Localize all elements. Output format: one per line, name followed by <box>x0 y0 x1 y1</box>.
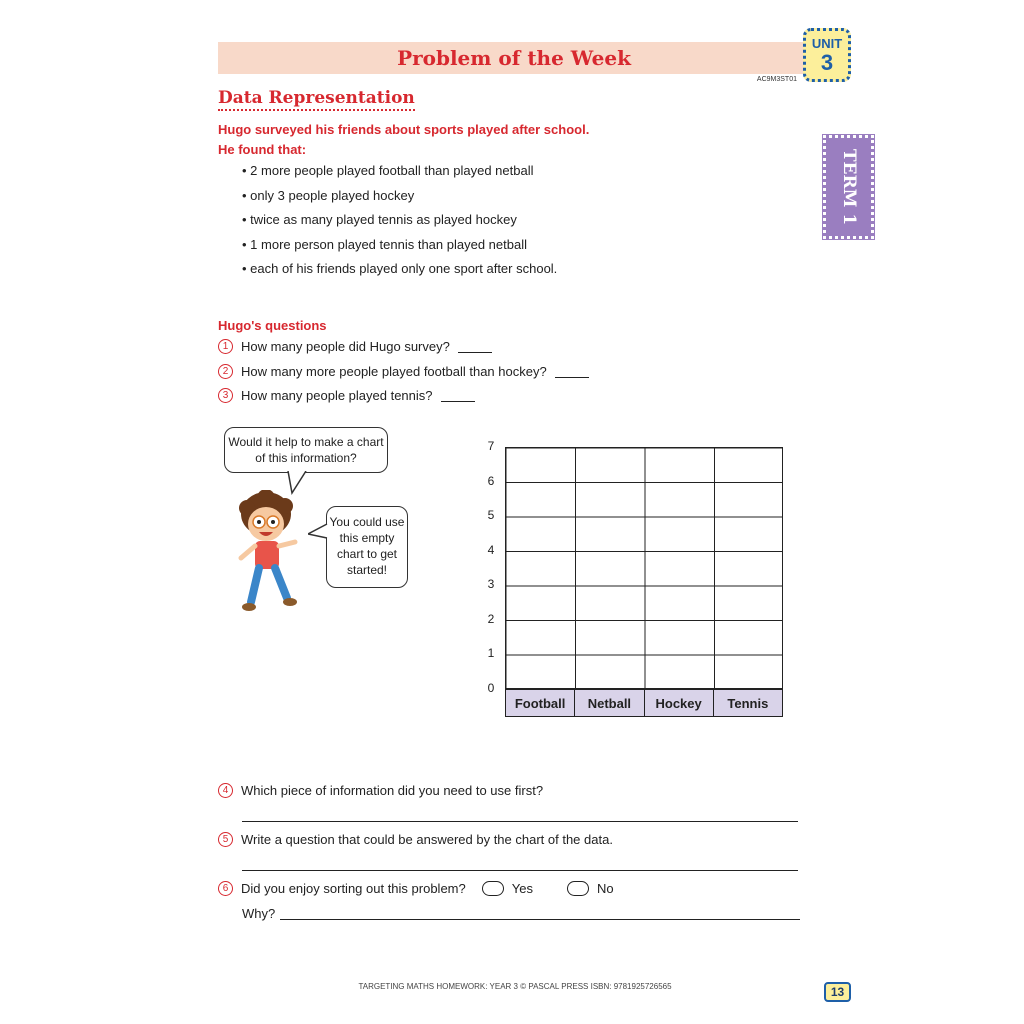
question-text: How many more people played football than hockey? <box>241 364 547 379</box>
question-3 <box>218 388 475 403</box>
question-number: 1 <box>218 339 233 354</box>
empty-chart-grid[interactable] <box>505 447 783 689</box>
questions-heading: Hugo's questions <box>218 318 327 333</box>
question-text: How many people played tennis? <box>241 388 433 403</box>
no-label: No <box>596 881 614 896</box>
list-item: • twice as many played tennis as played hockey <box>242 212 517 227</box>
speech-bubble-side: You could use this empty chart to get started! <box>326 506 408 588</box>
list-item: • only 3 people played hockey <box>242 188 414 203</box>
chart-category-row <box>505 689 783 717</box>
question-5 <box>218 832 613 847</box>
yes-checkbox[interactable] <box>482 881 504 896</box>
speech-tail-icon <box>308 522 328 542</box>
term-label: TERM 1 <box>838 148 859 226</box>
list-item: • 2 more people played football than played netball <box>242 163 534 178</box>
intro-line: Hugo surveyed his friends about sports played after school. <box>218 122 590 137</box>
answer-blank[interactable] <box>458 340 492 353</box>
unit-badge <box>803 28 851 82</box>
chart-y-tick-label: 3 <box>487 577 495 591</box>
question-number: 5 <box>218 832 233 847</box>
boy-character-icon <box>235 490 305 615</box>
question-number: 6 <box>218 881 233 896</box>
chart-category-label: Tennis <box>713 690 782 716</box>
question-number: 2 <box>218 364 233 379</box>
answer-line[interactable] <box>280 919 800 920</box>
chart-y-tick-label: 4 <box>487 542 495 557</box>
chart-y-tick-label: 6 <box>487 473 495 488</box>
unit-number: 3 <box>820 50 834 75</box>
page-title: Problem of the Week <box>397 46 631 70</box>
answer-line[interactable] <box>242 821 798 822</box>
chart-y-tick-label: 2 <box>487 611 495 626</box>
speech-bubble-top: Would it help to make a chart of this information? <box>224 427 388 473</box>
question-2 <box>218 364 589 379</box>
no-checkbox[interactable] <box>567 881 589 896</box>
question-number: 4 <box>218 783 233 798</box>
answer-blank[interactable] <box>441 389 475 402</box>
chart-category-label: Hockey <box>644 690 713 716</box>
question-text: How many people did Hugo survey? <box>241 339 450 354</box>
footer-text: TARGETING MATHS HOMEWORK: YEAR 3 © PASCAL PRESS ISBN: 9781925726565 <box>358 982 672 991</box>
question-text: Did you enjoy sorting out this problem? <box>241 881 466 896</box>
question-6 <box>218 881 614 896</box>
yes-label: Yes <box>511 881 533 896</box>
term-tab <box>823 135 874 239</box>
page-number: 13 <box>824 982 851 1002</box>
chart-category-label: Football <box>514 695 566 711</box>
section-title: Data Representation <box>218 88 415 111</box>
answer-blank[interactable] <box>555 365 589 378</box>
question-4 <box>218 783 543 798</box>
question-1 <box>218 339 492 354</box>
chart-y-tick-label: 0 <box>487 680 495 695</box>
why-label: Why? <box>242 906 276 921</box>
intro-line: He found that: <box>218 142 307 157</box>
chart-y-tick-label: 7 <box>487 439 495 453</box>
list-item: • each of his friends played only one sport after school. <box>242 261 557 276</box>
question-text: Write a question that could be answered by the chart of the data. <box>241 832 613 847</box>
chart-y-tick-label: 1 <box>487 646 495 660</box>
question-text: Which piece of information did you need to use first? <box>241 783 544 798</box>
chart-y-tick-label: 5 <box>487 508 495 522</box>
unit-label: UNIT <box>811 36 843 51</box>
curriculum-code: AC9M3ST01 <box>756 76 797 83</box>
answer-line[interactable] <box>242 870 798 871</box>
question-number: 3 <box>218 388 233 403</box>
list-item: • 1 more person played tennis than played netball <box>242 237 527 252</box>
chart-category-label: Netball <box>574 690 643 716</box>
